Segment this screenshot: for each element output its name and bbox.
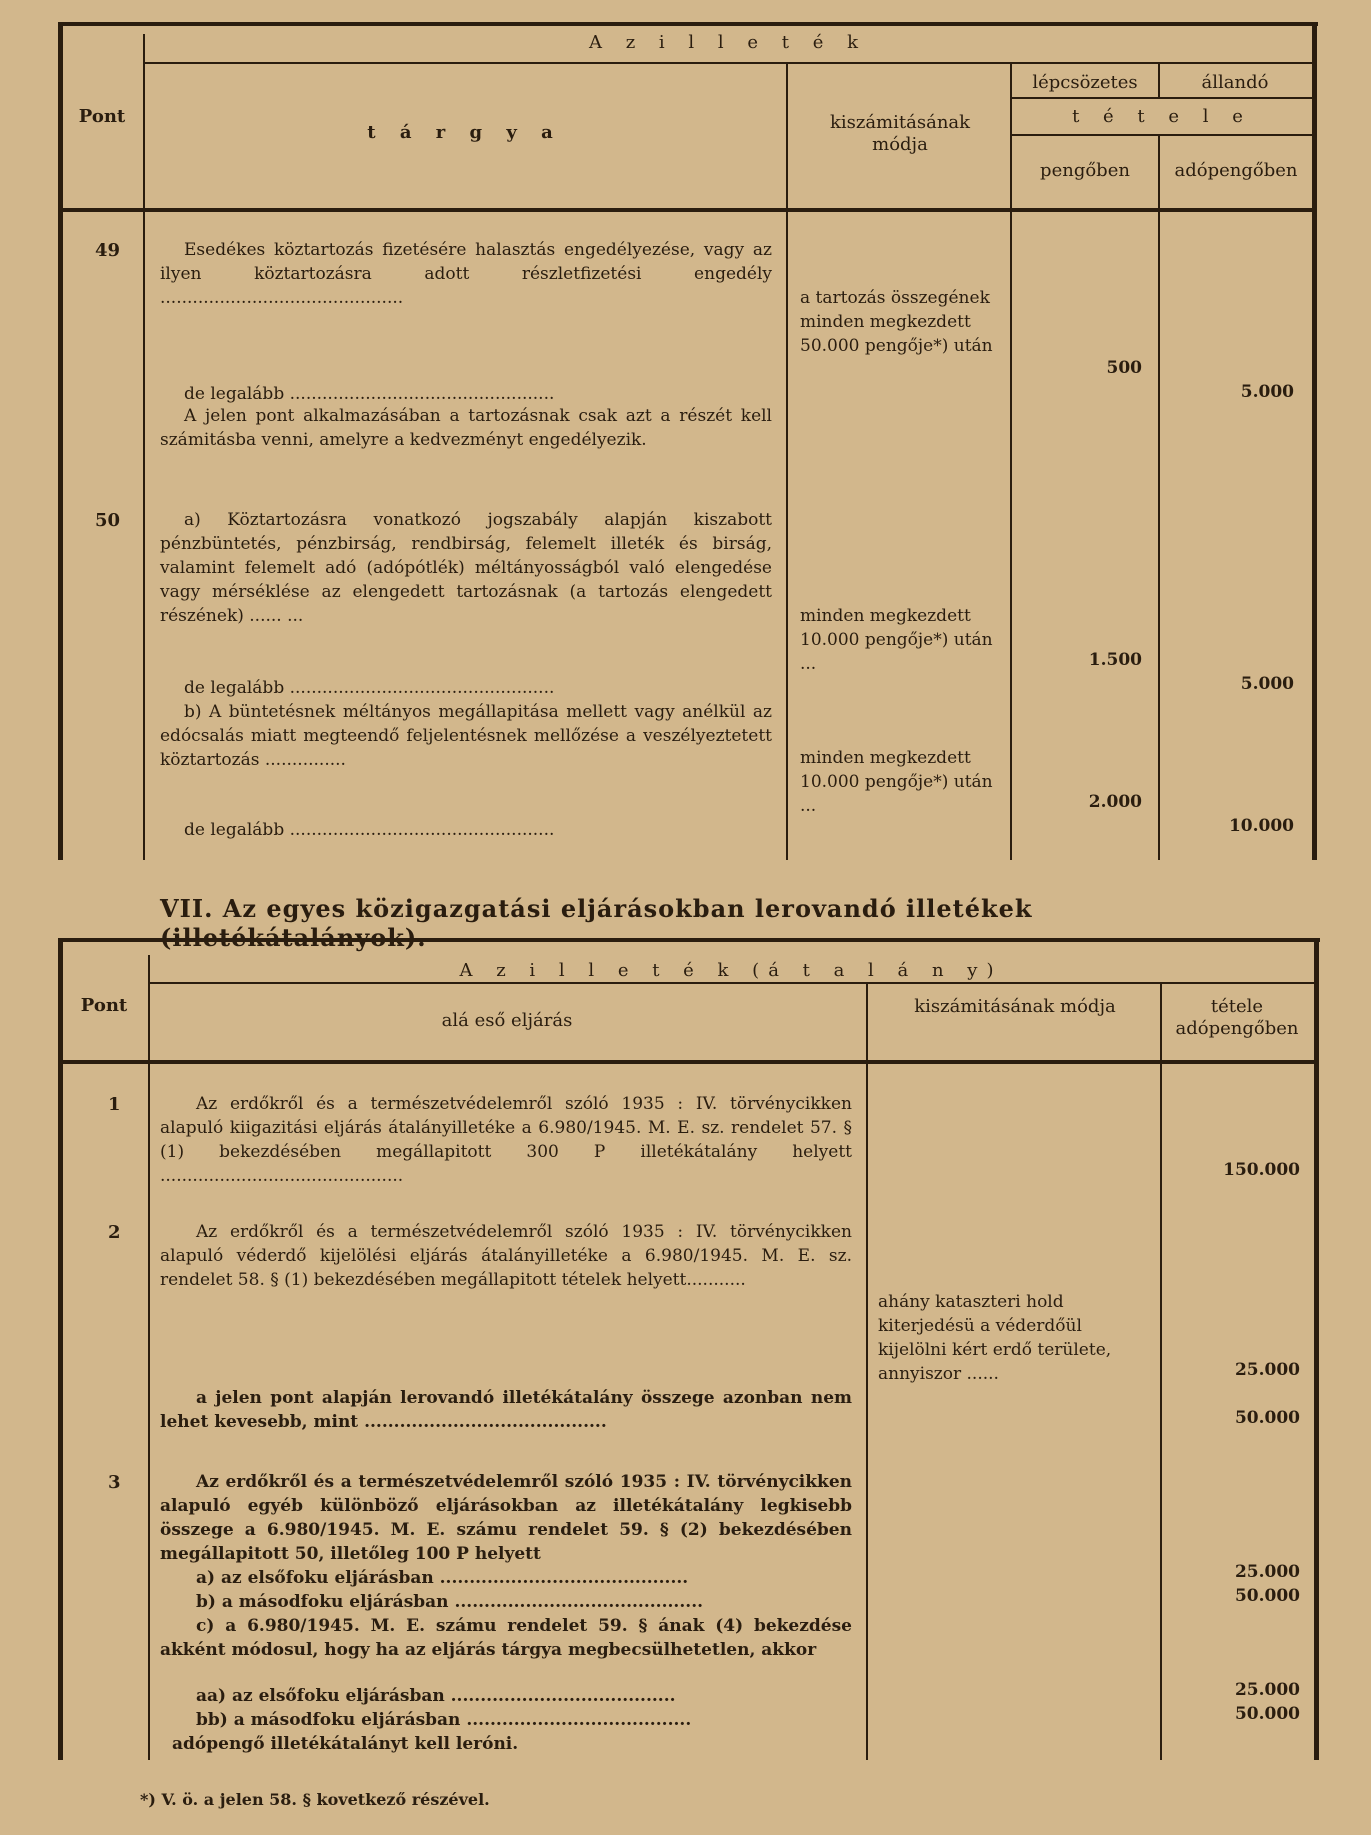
row-50-b-text: b) A büntetésnek méltányos megállapitása mellett vagy anélkül az edócsalás miatt megteendő feljelentésnek mellőzése a veszélyeztetett köztartozás ............... [160,702,772,770]
row-49-text: Esedékes köztartozás fizetésére halasztás engedélyezése, vagy az ilyen köztartozásra adott részletfizetési engedély ............................................. [160,240,772,308]
table-2-kiszamitas-header: kiszámitásának módja [914,996,1116,1017]
row-49-mode: a tartozás összegének minden megkezdett 50.000 pengője*) után [800,288,993,356]
tetele-header: t é t e l e [1072,106,1252,127]
t2-row-2-number: 2 [108,1222,121,1243]
t2-row-1-number: 1 [108,1094,121,1115]
row-49-pengo: 500 [1106,358,1142,378]
t2-row-3-b-value: 50.000 [1234,1586,1300,1606]
targya-header: t á r g y a [367,122,562,143]
row-50-mode: minden megkezdett 10.000 pengője*) után ... [800,606,993,674]
row-49-note: A jelen pont alkalmazásában a tartozásnak csak azt a részét kell számitásba venni, amelyre a kedvezményt engedélyezik. [160,406,772,450]
row-50-pengo: 1.500 [1088,650,1142,670]
t2-row-3-aa: aa) az elsőfoku eljárásban ...................................... [196,1686,676,1706]
row-50-text: a) Köztartozásra vonatkozó jogszabály alapján kiszabott pénzbüntetés, pénzbirság, rendbirság, felemelt illeték és birság, valamint felemelt adó (adópótlék) méltányosságból való elengedése vagy mérséklése az elengedett tartozásnak (a tartozás elengedett részének) ...... ... [160,510,772,626]
t2-row-2-value: 25.000 [1234,1360,1300,1380]
t2-row-3-bb-value: 50.000 [1234,1704,1300,1724]
adopengoben-header: adópengőben [1174,160,1298,181]
row-50-number: 50 [95,510,121,531]
t2-row-2-mode: ahány kataszteri hold kiterjedésü a véderdőül kijelölni kért erdő területe, annyiszor ...... [878,1292,1112,1384]
t2-row-3-text: Az erdőkről és a természetvédelemről szóló 1935 : IV. törvénycikken alapuló egyéb különböző eljárásokban az illetékátalány legkisebb összege a 6.980/1945. M. E. számu rendelet 59. § (2) bekezdésében megállapitott 50, illetőleg 100 P helyett [160,1472,852,1564]
row-50-adopengo: 5.000 [1240,674,1294,694]
kiszamitas-header: kiszámitásának módja [829,112,971,155]
row-49-adopengo: 5.000 [1240,382,1294,402]
table-1-group-header: A z i l l e t é k [589,32,867,53]
t2-row-3-b: b) a másodfoku eljárásban .......................................... [196,1592,704,1612]
row-50-b-mode: minden megkezdett 10.000 pengője*) után ... [800,748,993,816]
t2-row-3-aa-value: 25.000 [1234,1680,1300,1700]
lepcsozetes-header: lépcsözetes [1032,72,1138,93]
t2-row-3-tail: adópengő illetékátalányt kell leróni. [172,1734,519,1754]
t2-row-3-bb: bb) a másodfoku eljárásban ...................................... [196,1710,692,1730]
row-50-de-legalabb: de legalább ................................................. [184,678,555,698]
table-2-tetele-header: tétele adópengőben [1175,996,1299,1039]
footnote: *) V. ö. a jelen 58. § kovetkező részével. [140,1790,490,1809]
pengoben-header: pengőben [1040,160,1130,181]
ala-eso-header: alá eső eljárás [441,1010,573,1031]
t2-row-3-number: 3 [108,1472,121,1493]
table-2-group-header: A z i l l e t é k (á t a l á n y) [459,960,1003,981]
row-49-de-legalabb: de legalább ................................................. [184,384,555,404]
t2-row-3-c: c) a 6.980/1945. M. E. számu rendelet 59. § ának (4) bekezdése akként módosul, hogy ha az eljárás tárgya megbecsülhetetlen, akkor [160,1616,852,1660]
t2-row-1-text: Az erdőkről és a természetvédelemről szóló 1935 : IV. törvénycikken alapuló kiigazitási eljárás átalányilletéke a 6.980/1945. M. E. sz. rendelet 57. § (1) bekezdésében megállapitott 300 P illetékátalány helyett ............................................. [160,1094,852,1186]
row-50-b-pengo: 2.000 [1088,792,1142,812]
pont-header: Pont [78,106,126,127]
t2-row-2-text: Az erdőkről és a természetvédelemről szóló 1935 : IV. törvénycikken alapuló véderdő kijelölési eljárás átalányilletéke a 6.980/1945. M. E. sz. rendelet 58. § (1) bekezdésében megállapitott tételek helyett........... [160,1222,852,1290]
row-50-b-de-legalabb: de legalább ................................................. [184,820,555,840]
row-49-number: 49 [95,240,121,261]
t2-row-2-sub: a jelen pont alapján lerovandó illetékátalány összege azonban nem lehet kevesebb, mint ......................................... [160,1388,852,1432]
section-heading: VII. Az egyes közigazgatási eljárásokban lerovandó illetékek [160,894,1033,923]
t2-row-2-sub-value: 50.000 [1234,1408,1300,1428]
table-2-pont-header: Pont [80,995,128,1016]
allando-header: állandó [1201,72,1269,93]
t2-row-1-value: 150.000 [1223,1160,1300,1180]
t2-row-3-a: a) az elsőfoku eljárásban .......................................... [196,1568,689,1588]
t2-row-3-a-value: 25.000 [1234,1562,1300,1582]
row-50-b-adopengo: 10.000 [1228,816,1294,836]
